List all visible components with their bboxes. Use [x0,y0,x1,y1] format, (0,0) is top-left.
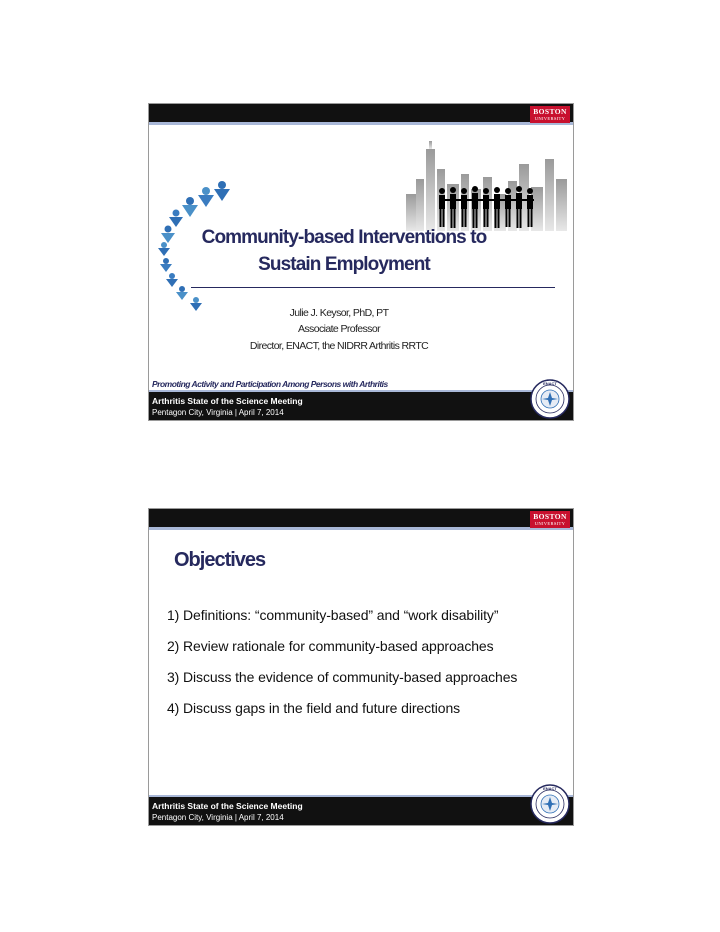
person-figure-icon [198,187,214,207]
slide-title [189,224,499,278]
person-figure-icon [160,258,172,272]
tagline: Promoting Activity and Participation Among Persons with Arthritis [152,379,388,389]
footer-subtitle: Pentagon City, Virginia | April 7, 2014 [152,408,284,417]
top-bar [149,104,573,122]
objective-item: 2) Review rationale for community-based approaches [167,638,494,654]
person-figure-icon [176,286,188,300]
city-skyline-people-image [404,139,569,231]
boston-university-logo: BOSTON UNIVERSITY [530,511,570,528]
title-line-2: Sustain Employment [258,254,430,275]
svg-text:ENACT: ENACT [543,381,557,386]
enact-seal-logo [530,784,570,824]
top-bar [149,509,573,527]
author-name: Julie J. Keysor, PhD, PT [289,307,389,319]
svg-text:ENACT: ENACT [543,786,557,791]
person-figure-icon [214,181,230,201]
person-figure-icon [182,197,198,217]
objective-item: 4) Discuss gaps in the field and future directions [167,700,461,716]
author-director: Director, ENACT, the NIDRR Arthritis RRTC [249,340,429,352]
footer-bar [149,797,573,825]
person-figure-icon [190,297,202,311]
title-slide [148,103,574,421]
objectives-slide [148,508,574,826]
title-divider [191,287,555,288]
person-figure-icon [158,242,170,256]
top-accent-line [149,122,573,125]
author-position: Associate Professor [298,323,380,335]
objectives-list [167,606,517,730]
objective-item: 1) Definitions: “community-based” and “work disability” [167,607,499,623]
enact-seal-logo [530,379,570,419]
footer-title: Arthritis State of the Science Meeting [152,396,303,406]
boston-university-logo: BOSTON UNIVERSITY [530,106,570,123]
person-figure-icon [166,273,178,287]
footer-bar [149,392,573,420]
objectives-heading: Objectives [174,549,266,571]
objective-item: 3) Discuss the evidence of community-based approaches [167,669,518,685]
top-accent-line [149,527,573,530]
person-figure-icon [169,210,183,228]
footer-subtitle: Pentagon City, Virginia | April 7, 2014 [152,813,284,822]
person-figure-icon [161,226,175,244]
title-line-1: Community-based Interventions to [201,227,487,248]
footer-title: Arthritis State of the Science Meeting [152,801,303,811]
